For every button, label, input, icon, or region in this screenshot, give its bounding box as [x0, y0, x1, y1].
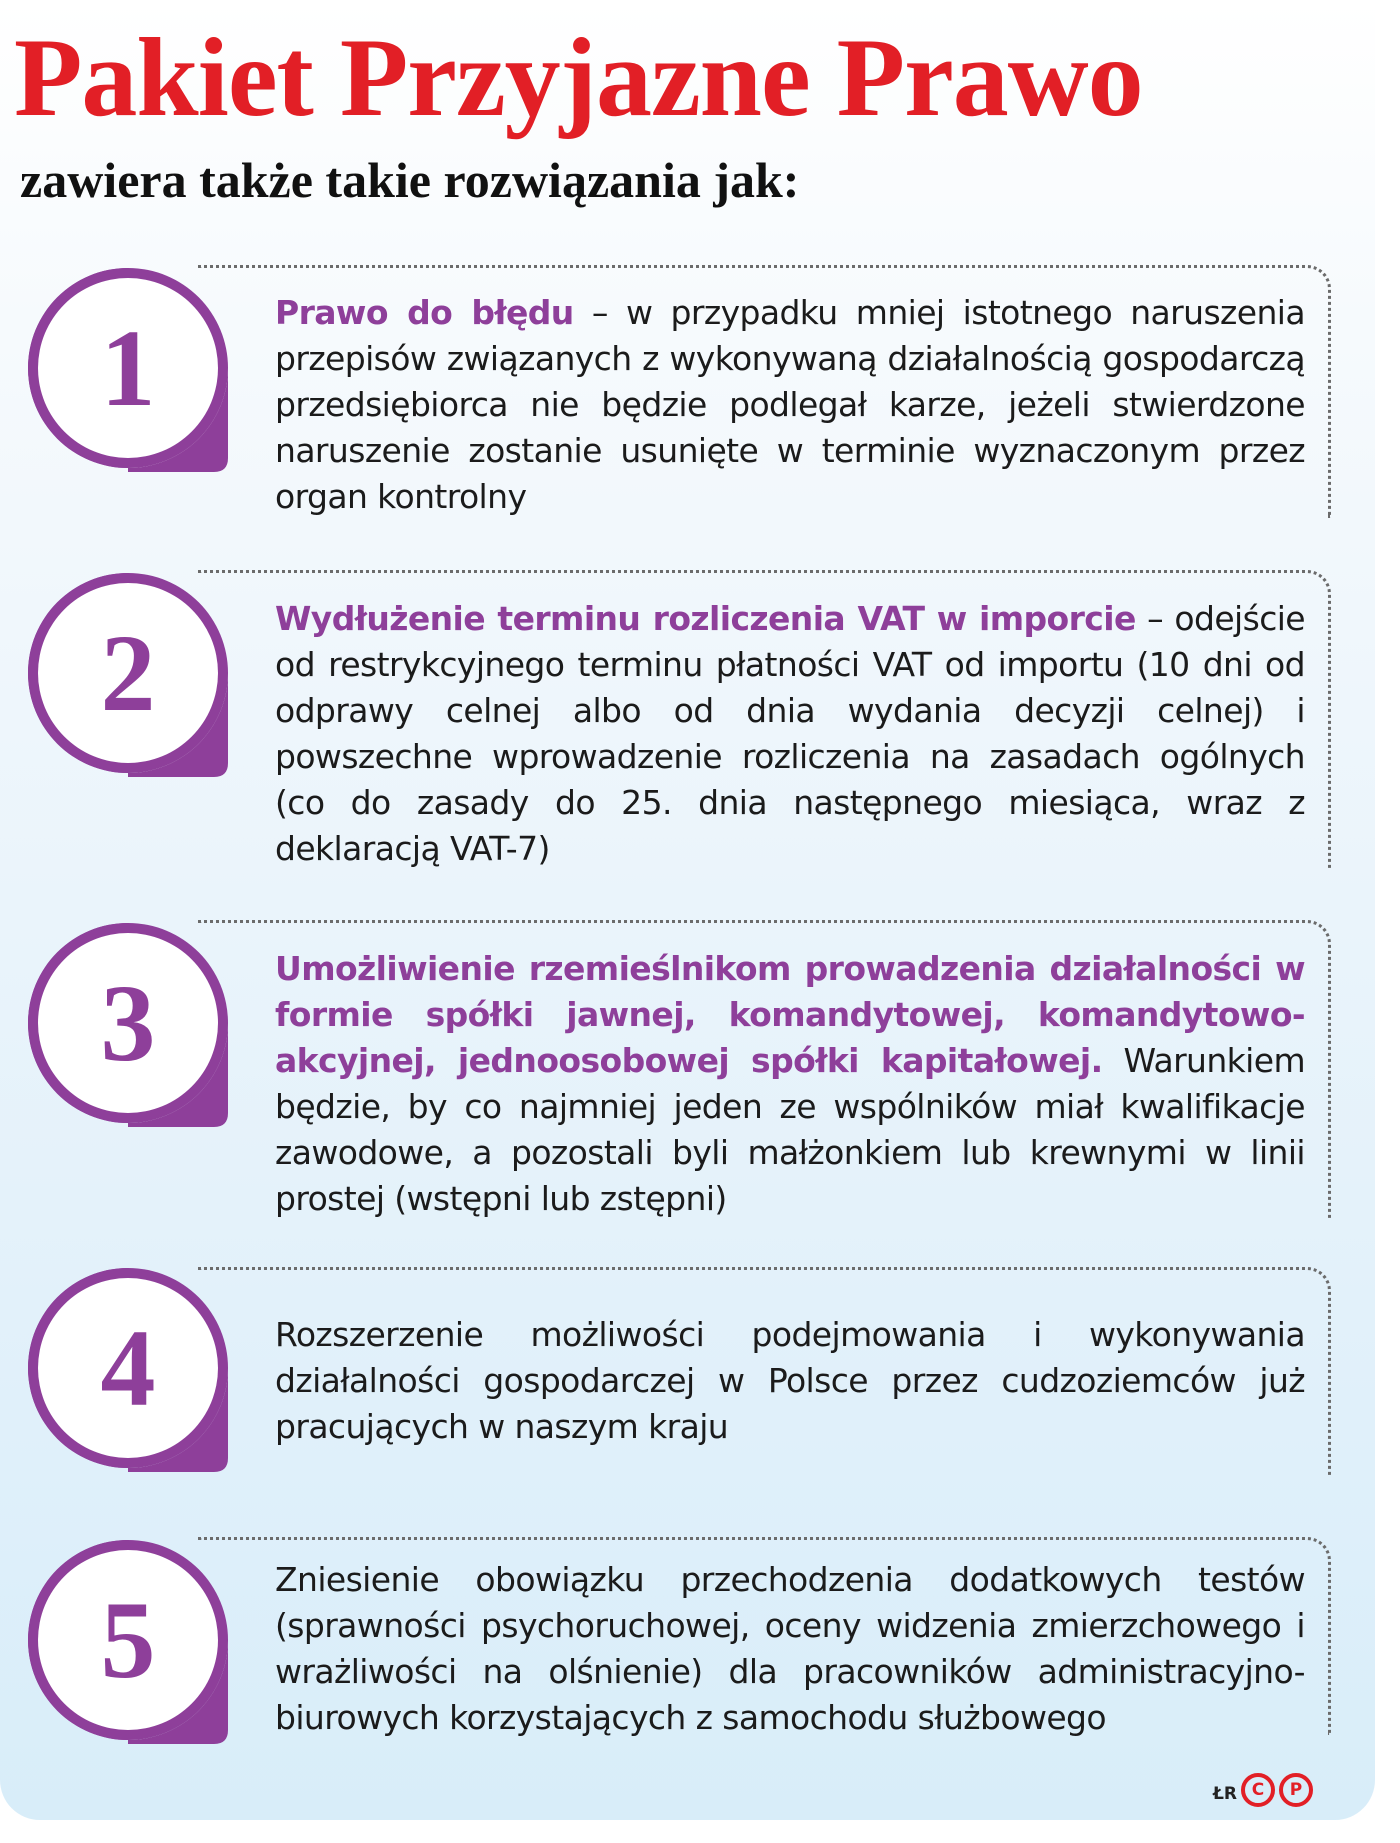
badge-number: 3 — [100, 961, 156, 1084]
item-body: – w przypadku mniej istotnego naruszenia przepisów związanych z wykonywaną działalnością gospodarczą przedsiębiorca nie będzie podlegał karze, jeżeli stwierdzone naruszenie zostanie usunięte w terminie wyznaczonym przez organ kontrolny — [275, 293, 1305, 516]
item-highlight: Prawo do błędu — [275, 293, 574, 332]
credit — [1213, 1773, 1313, 1807]
item-highlight: Umożliwienie rzemieślnikom prowadzenia działalności w formie spółki jawnej, komandytowej, komandytowo-akcyjnej, jednoosobowej spółki kapitałowej. — [275, 949, 1305, 1080]
badge-number: 1 — [100, 306, 156, 429]
item-body: Zniesienie obowiązku przechodzenia dodatkowych testów (sprawności psychoruchowej, oceny widzenia zmierzchowego i wrażliwości na olśnienie) dla pracowników administracyjno-biurowych korzystających z samochodu służbowego — [275, 1560, 1305, 1737]
number-badge — [28, 923, 238, 1133]
item-body: Warunkiem będzie, by co najmniej jeden ze wspólników miał kwalifikacje zawodowe, a pozostali byli małżonkiem lub krewnymi w linii prostej (wstępni lub zstępni) — [275, 1041, 1305, 1218]
badge-number: 2 — [100, 611, 156, 734]
number-badge — [28, 1268, 238, 1478]
author-initials: ŁR — [1212, 1784, 1237, 1804]
copyright-p-icon: P — [1279, 1773, 1313, 1807]
page-subtitle: zawiera także takie rozwiązania jak: — [20, 152, 800, 208]
item-text — [275, 1557, 1305, 1741]
item-text — [275, 946, 1305, 1222]
item-text — [275, 596, 1305, 872]
badge-number: 5 — [100, 1578, 156, 1701]
number-badge — [28, 1540, 238, 1750]
number-badge — [28, 573, 238, 783]
number-badge — [28, 268, 238, 478]
copyright-c-icon: C — [1241, 1773, 1275, 1807]
item-body: – odejście od restrykcyjnego terminu płatności VAT od importu (10 dni od odprawy celnej albo od dnia wydania decyzji celnej) i powszechne wprowadzenie rozliczenia na zasadach ogólnych (co do zasady do 25. dnia następnego miesiąca, wraz z deklaracją VAT-7) — [275, 599, 1306, 868]
page-title: Pakiet Przyjazne Prawo — [14, 16, 1143, 140]
item-text — [275, 1312, 1305, 1450]
item-text — [275, 290, 1305, 520]
item-highlight: Wydłużenie terminu rozliczenia VAT w imporcie — [275, 599, 1136, 638]
item-body: Rozszerzenie możliwości podejmowania i wykonywania działalności gospodarczej w Polsce przez cudzoziemców już pracujących w naszym kraju — [275, 1315, 1305, 1446]
badge-number: 4 — [100, 1306, 156, 1429]
